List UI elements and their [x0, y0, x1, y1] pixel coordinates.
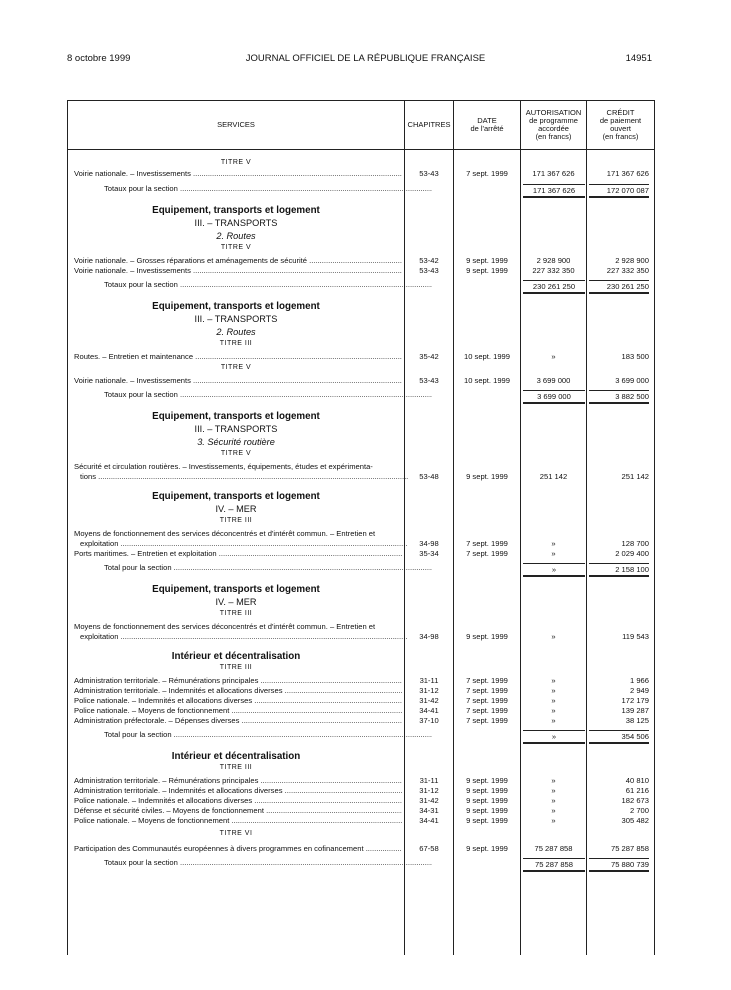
credit-amount: 128 700	[621, 539, 649, 548]
credit-amount: 2 700	[629, 806, 649, 815]
chapter-code: 35-34	[419, 549, 439, 558]
ministry-row	[68, 301, 654, 314]
column-header-date: DATE de l'arrêté	[470, 116, 504, 133]
table-row	[68, 706, 654, 716]
row-spacer	[68, 402, 654, 411]
programme-amount: »	[551, 716, 556, 725]
credit-amount: 171 367 626	[606, 169, 649, 178]
service-label: Défense et sécurité civiles. – Moyens de fonctionnement .....	[74, 806, 402, 815]
chapter-code: 37-10	[419, 716, 439, 725]
programme-amount: »	[551, 632, 556, 641]
table-row	[68, 806, 654, 816]
arrete-date: 9 sept. 1999	[466, 632, 508, 641]
credit-amount: 1 966	[629, 676, 649, 685]
titre-label: TITRE III	[219, 764, 253, 771]
service-label: Voirie nationale. – Investissements .....	[74, 169, 402, 178]
titre-label: TITRE V	[220, 244, 252, 251]
credit-amount: 75 287 858	[610, 844, 649, 853]
credit-amount: 227 332 350	[606, 266, 649, 275]
ministry-row	[68, 584, 654, 597]
table-row	[68, 632, 654, 642]
programme-amount: »	[551, 776, 556, 785]
programme-amount: 75 287 858	[534, 844, 573, 853]
row-spacer	[68, 292, 654, 301]
row-spacer	[68, 742, 654, 751]
programme-amount: 3 699 000	[536, 376, 571, 385]
chapter-code: 53-43	[419, 266, 439, 275]
credit-amount: 2 928 900	[615, 256, 649, 265]
arrete-date: 7 sept. 1999	[466, 539, 508, 548]
table-row	[68, 462, 654, 472]
service-label: Police nationale. – Indemnités et allocations diverses .....	[74, 696, 402, 705]
programme-amount: »	[551, 696, 556, 705]
subsection-row	[68, 314, 654, 327]
service-label: Police nationale. – Moyens de fonctionnement .....	[74, 706, 402, 715]
service-label: Moyens de fonctionnement des services déconcentrés et d'intérêt commun. – Entretien et	[74, 622, 376, 631]
title-row	[68, 830, 654, 840]
arrete-date: 7 sept. 1999	[466, 716, 508, 725]
chapter-code: 31-11	[419, 776, 439, 785]
table-row	[68, 472, 654, 482]
row-spacer	[68, 196, 654, 205]
subsection-heading: 2. Routes	[216, 231, 256, 241]
arrete-date: 9 sept. 1999	[466, 266, 508, 275]
credit-amount: 40 810	[625, 776, 649, 785]
arrete-date: 9 sept. 1999	[466, 844, 508, 853]
credit-total: 230 261 250	[589, 280, 649, 294]
table-row	[68, 716, 654, 726]
total-row	[68, 563, 654, 575]
subsection-row	[68, 424, 654, 437]
title-row	[68, 364, 654, 374]
chapter-code: 53-48	[419, 472, 439, 481]
header-date: 8 octobre 1999	[67, 53, 131, 64]
arrete-date: 7 sept. 1999	[466, 676, 508, 685]
service-label: exploitation .....	[80, 539, 408, 548]
service-label: Police nationale. – Moyens de fonctionnement .....	[74, 816, 402, 825]
column-header-chapitres: CHAPITRES	[407, 120, 451, 129]
table-row	[68, 376, 654, 386]
ministry-heading: Equipement, transports et logement	[152, 584, 320, 595]
arrete-date: 7 sept. 1999	[466, 686, 508, 695]
table-row	[68, 352, 654, 362]
service-label: Voirie nationale. – Grosses réparations et aménagements de sécurité .....	[74, 256, 402, 265]
chapter-code: 34-41	[419, 706, 439, 715]
arrete-date: 9 sept. 1999	[466, 806, 508, 815]
subsection-row	[68, 231, 654, 244]
total-row	[68, 390, 654, 402]
total-label: Totaux pour la section .....	[104, 390, 432, 399]
service-label: tions .....	[80, 472, 408, 481]
credit-total: 172 070 087	[589, 184, 649, 198]
service-label: Administration territoriale. – Indemnités et allocations diverses .....	[74, 686, 402, 695]
table-row	[68, 786, 654, 796]
total-label: Totaux pour la section .....	[104, 184, 432, 193]
subsection-row	[68, 218, 654, 231]
programme-amount: »	[551, 352, 556, 361]
total-row	[68, 280, 654, 292]
ministry-heading: Intérieur et décentralisation	[171, 751, 301, 762]
chapter-code: 34-98	[419, 539, 439, 548]
programme-amount: 2 928 900	[536, 256, 571, 265]
table-row	[68, 686, 654, 696]
column-header-services: SERVICES	[217, 120, 255, 129]
programme-amount: »	[551, 816, 556, 825]
table-row	[68, 539, 654, 549]
titre-label: TITRE V	[220, 364, 252, 371]
ministry-heading: Equipement, transports et logement	[152, 205, 320, 216]
programme-total: »	[523, 730, 585, 744]
programme-total: 171 367 626	[523, 184, 585, 198]
credit-amount: 183 500	[621, 352, 649, 361]
arrete-date: 9 sept. 1999	[466, 776, 508, 785]
title-row	[68, 610, 654, 620]
title-row	[68, 517, 654, 527]
subsection-row	[68, 437, 654, 450]
title-row	[68, 244, 654, 254]
table-row	[68, 816, 654, 826]
column-header-autorisation: AUTORISATION de programme accordée (en francs)	[525, 108, 582, 141]
subsection-row	[68, 504, 654, 517]
credit-total: 2 158 100	[589, 563, 649, 577]
service-label: Administration territoriale. – Rémunérations principales .....	[74, 676, 402, 685]
programme-amount: »	[551, 786, 556, 795]
programme-amount: 171 367 626	[532, 169, 575, 178]
programme-total: 75 287 858	[523, 858, 585, 872]
subsection-heading: 3. Sécurité routière	[197, 437, 275, 447]
service-label: Administration territoriale. – Rémunérations principales .....	[74, 776, 402, 785]
chapter-code: 53-43	[419, 376, 439, 385]
chapter-code: 53-43	[419, 169, 439, 178]
titre-label: TITRE V	[220, 450, 252, 457]
credit-amount: 2 029 400	[615, 549, 649, 558]
credits-table	[67, 100, 655, 955]
table-row	[68, 776, 654, 786]
table-row	[68, 549, 654, 559]
service-label: Ports maritimes. – Entretien et exploitation .....	[74, 549, 402, 558]
total-row	[68, 730, 654, 742]
service-label: Police nationale. – Indemnités et allocations diverses .....	[74, 796, 402, 805]
table-row	[68, 844, 654, 854]
arrete-date: 10 sept. 1999	[463, 352, 511, 361]
programme-amount: 227 332 350	[532, 266, 575, 275]
chapter-code: 34-41	[419, 816, 439, 825]
table-row	[68, 796, 654, 806]
programme-amount: »	[551, 676, 556, 685]
table-row	[68, 169, 654, 179]
row-spacer	[68, 482, 654, 491]
subsection-heading: III. – TRANSPORTS	[194, 314, 278, 324]
programme-total: 3 699 000	[523, 390, 585, 404]
header-separator	[68, 149, 654, 150]
service-label: Participation des Communautés européennes à divers programmes en cofinancement .....	[74, 844, 402, 853]
titre-label: TITRE VI	[219, 830, 253, 837]
service-label: Administration préfectorale. – Dépenses diverses .....	[74, 716, 402, 725]
arrete-date: 7 sept. 1999	[466, 696, 508, 705]
credit-amount: 182 673	[621, 796, 649, 805]
credit-total: 75 880 739	[589, 858, 649, 872]
programme-amount: »	[551, 806, 556, 815]
arrete-date: 9 sept. 1999	[466, 816, 508, 825]
credit-amount: 251 142	[621, 472, 649, 481]
programme-total: »	[523, 563, 585, 577]
title-row	[68, 159, 654, 169]
subsection-heading: 2. Routes	[216, 327, 256, 337]
subsection-heading: IV. – MER	[215, 597, 257, 607]
service-label: Routes. – Entretien et maintenance .....	[74, 352, 402, 361]
title-row	[68, 340, 654, 350]
programme-amount: »	[551, 549, 556, 558]
credit-amount: 119 543	[622, 632, 649, 641]
row-spacer	[68, 642, 654, 651]
ministry-row	[68, 751, 654, 764]
table-row	[68, 696, 654, 706]
titre-label: TITRE III	[219, 340, 253, 347]
total-label: Total pour la section .....	[104, 730, 432, 739]
chapter-code: 31-11	[419, 676, 439, 685]
ministry-row	[68, 651, 654, 664]
ministry-heading: Equipement, transports et logement	[152, 411, 320, 422]
subsection-heading: III. – TRANSPORTS	[194, 424, 278, 434]
programme-amount: »	[551, 539, 556, 548]
service-label: Administration territoriale. – Indemnités et allocations diverses .....	[74, 786, 402, 795]
titre-label: TITRE III	[219, 664, 253, 671]
chapter-code: 31-42	[419, 796, 439, 805]
chapter-code: 35-42	[419, 352, 439, 361]
programme-amount: »	[551, 686, 556, 695]
chapter-code: 31-12	[419, 786, 439, 795]
arrete-date: 7 sept. 1999	[466, 706, 508, 715]
title-row	[68, 664, 654, 674]
page-number: 14951	[625, 53, 652, 64]
service-label: Voirie nationale. – Investissements .....	[74, 266, 402, 275]
table-body	[68, 159, 654, 870]
table-row	[68, 256, 654, 266]
table-row	[68, 676, 654, 686]
chapter-code: 34-98	[419, 632, 439, 641]
ministry-row	[68, 491, 654, 504]
credit-amount: 172 179	[621, 696, 649, 705]
column-header-credit: CRÉDIT de paiement ouvert (en francs)	[599, 108, 642, 141]
total-row	[68, 184, 654, 196]
arrete-date: 10 sept. 1999	[463, 376, 511, 385]
subsection-row	[68, 327, 654, 340]
credit-total: 354 506	[589, 730, 649, 744]
arrete-date: 9 sept. 1999	[466, 256, 508, 265]
row-spacer	[68, 575, 654, 584]
service-label: Moyens de fonctionnement des services déconcentrés et d'intérêt commun. – Entretien et	[74, 529, 376, 538]
title-row	[68, 764, 654, 774]
header-title: JOURNAL OFFICIEL DE LA RÉPUBLIQUE FRANÇAISE	[245, 53, 486, 64]
subsection-heading: IV. – MER	[215, 504, 257, 514]
service-label: Sécurité et circulation routières. – Investissements, équipements, études et expérimenta-	[74, 462, 373, 471]
programme-amount: »	[551, 706, 556, 715]
credit-amount: 38 125	[625, 716, 649, 725]
subsection-row	[68, 597, 654, 610]
credit-total: 3 882 500	[589, 390, 649, 404]
programme-amount: 251 142	[539, 472, 568, 481]
arrete-date: 9 sept. 1999	[466, 786, 508, 795]
ministry-row	[68, 411, 654, 424]
table-row	[68, 266, 654, 276]
subsection-heading: III. – TRANSPORTS	[194, 218, 278, 228]
chapter-code: 31-12	[419, 686, 439, 695]
service-label: exploitation .....	[80, 632, 408, 641]
credit-amount: 3 699 000	[615, 376, 649, 385]
programme-total: 230 261 250	[523, 280, 585, 294]
table-row	[68, 622, 654, 632]
ministry-heading: Equipement, transports et logement	[152, 301, 320, 312]
arrete-date: 7 sept. 1999	[466, 549, 508, 558]
credit-amount: 2 949	[629, 686, 649, 695]
titre-label: TITRE III	[219, 517, 253, 524]
ministry-heading: Equipement, transports et logement	[152, 491, 320, 502]
ministry-row	[68, 205, 654, 218]
chapter-code: 34-31	[419, 806, 439, 815]
service-label: Voirie nationale. – Investissements .....	[74, 376, 402, 385]
chapter-code: 31-42	[419, 696, 439, 705]
chapter-code: 53-42	[419, 256, 439, 265]
arrete-date: 9 sept. 1999	[466, 796, 508, 805]
table-row	[68, 529, 654, 539]
credit-amount: 61 216	[625, 786, 649, 795]
arrete-date: 9 sept. 1999	[466, 472, 508, 481]
total-label: Totaux pour la section .....	[104, 858, 432, 867]
total-label: Total pour la section .....	[104, 563, 432, 572]
arrete-date: 7 sept. 1999	[466, 169, 508, 178]
titre-label: TITRE V	[220, 159, 252, 166]
credit-amount: 139 287	[621, 706, 649, 715]
title-row	[68, 450, 654, 460]
total-label: Totaux pour la section .....	[104, 280, 432, 289]
titre-label: TITRE III	[219, 610, 253, 617]
total-row	[68, 858, 654, 870]
programme-amount: »	[551, 796, 556, 805]
ministry-heading: Intérieur et décentralisation	[171, 651, 301, 662]
credit-amount: 305 482	[621, 816, 649, 825]
chapter-code: 67-58	[419, 844, 439, 853]
